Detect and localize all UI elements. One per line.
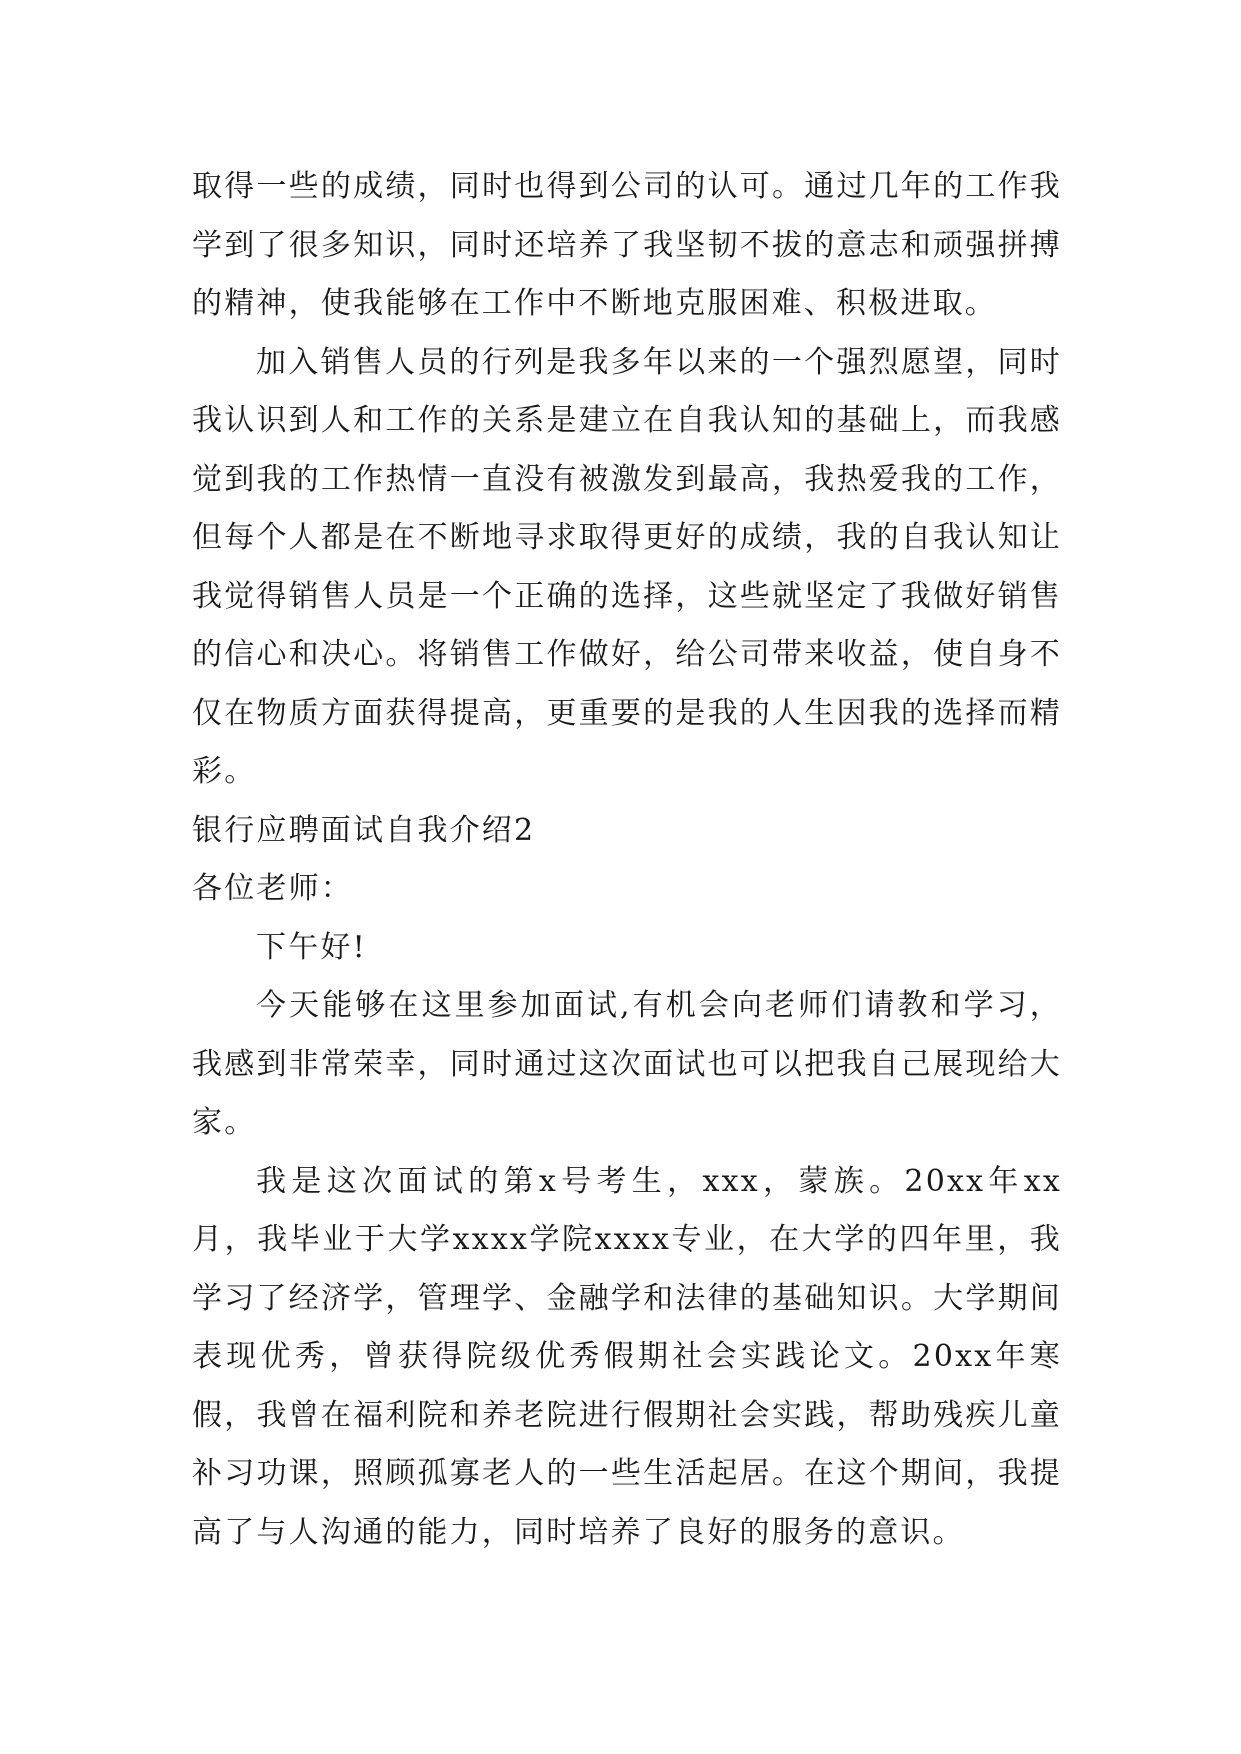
- section-heading: 银行应聘面试自我介绍2: [192, 812, 536, 848]
- salutation: 各位老师：: [192, 871, 353, 906]
- paragraph-background: 我是这次面试的第x号考生，xxx，蒙族。20xx年xx月，我毕业于大学xxxx学院xxxx专业，在大学的四年里，我学习了经济学，管理学、金融学和法律的基础知识。大学期间表现优秀，曾获得院级优秀假期社会实践论文。20xx年寒假，我曾在福利院和养老院进行假期社会实践，帮助残疾儿童补习功课，照顾孤寡老人的一些生活起居。在这个期间，我提高了与人沟通的能力，同时培养了良好的服务的意识。: [192, 1163, 1062, 1550]
- greeting: 下午好!: [256, 929, 367, 965]
- paragraph-intro: 今天能够在这里参加面试,有机会向老师们请教和学习，我感到非常荣幸，同时通过这次面试也可以把我自己展现给大家。: [192, 988, 1062, 1140]
- paragraph-sales-motivation: 加入销售人员的行列是我多年以来的一个强烈愿望，同时我认识到人和工作的关系是建立在自我认知的基础上，而我感觉到我的工作热情一直没有被激发到最高，我热爱我的工作，但每个人都是在不断地寻求取得更好的成绩，我的自我认知让我觉得销售人员是一个正确的选择，这些就坚定了我做好销售的信心和决心。将销售工作做好，给公司带来收益，使自身不仅在物质方面获得提高，更重要的是我的人生因我的选择而精彩。: [192, 344, 1062, 789]
- document-body: [192, 158, 1062, 1562]
- paragraph-continuation: 取得一些的成绩，同时也得到公司的认可。通过几年的工作我学到了很多知识，同时还培养了我坚韧不拔的意志和顽强拼搏的精神，使我能够在工作中不断地克服困难、积极进取。: [192, 169, 1062, 321]
